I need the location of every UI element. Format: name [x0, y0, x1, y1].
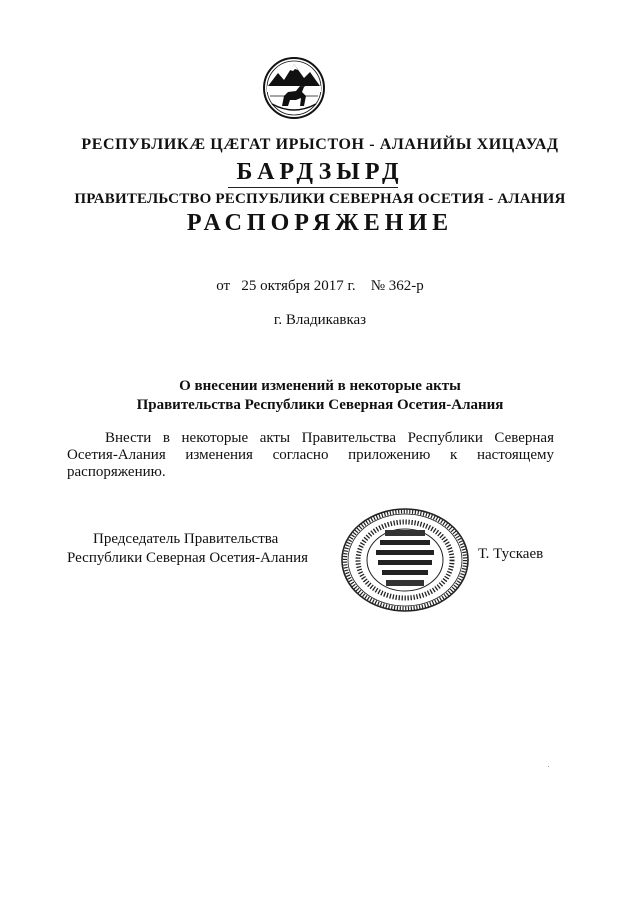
- signatory-name: Т. Тускаев: [478, 546, 544, 562]
- government-name: ПРАВИТЕЛЬСТВО РЕСПУБЛИКИ СЕВЕРНАЯ ОСЕТИЯ - АЛАНИЯ: [74, 191, 566, 207]
- subject-line-1: О внесении изменений в некоторые акты: [179, 378, 461, 394]
- subject-line-2: Правительства Республики Северная Осетия-Алания: [136, 397, 504, 413]
- document-number: № 362-р: [370, 278, 424, 294]
- coat-of-arms-icon: [262, 56, 326, 120]
- signatory-title-line-1: Председатель Правительства: [93, 531, 279, 547]
- scan-speck: [548, 766, 549, 767]
- body-line: Осетия-Алания изменения согласно приложению к настоящему: [67, 447, 554, 463]
- body-line: распоряжению.: [67, 464, 166, 480]
- title-underline: [228, 187, 398, 188]
- date-prefix: от: [216, 278, 231, 294]
- official-stamp: [340, 506, 470, 614]
- body-paragraph: [67, 430, 554, 481]
- signatory-title: [67, 530, 327, 568]
- city: г. Владикавказ: [273, 312, 367, 328]
- date-number-line: [0, 278, 640, 295]
- signatory-title-line-2: Республики Северная Осетия-Алания: [67, 550, 309, 566]
- document-type-title: РАСПОРЯЖЕНИЕ: [186, 210, 454, 236]
- ossetic-government-line: РЕСПУБЛИКÆ ЦÆГАТ ИРЫСТОН - АЛАНИЙЫ ХИЦАУАД: [81, 136, 559, 153]
- document-date: 25 октября 2017 г.: [241, 278, 356, 294]
- ossetic-document-title: БАРДЗЫРД: [236, 159, 404, 185]
- body-line: Внести в некоторые акты Правительства Республики Северная: [105, 430, 554, 446]
